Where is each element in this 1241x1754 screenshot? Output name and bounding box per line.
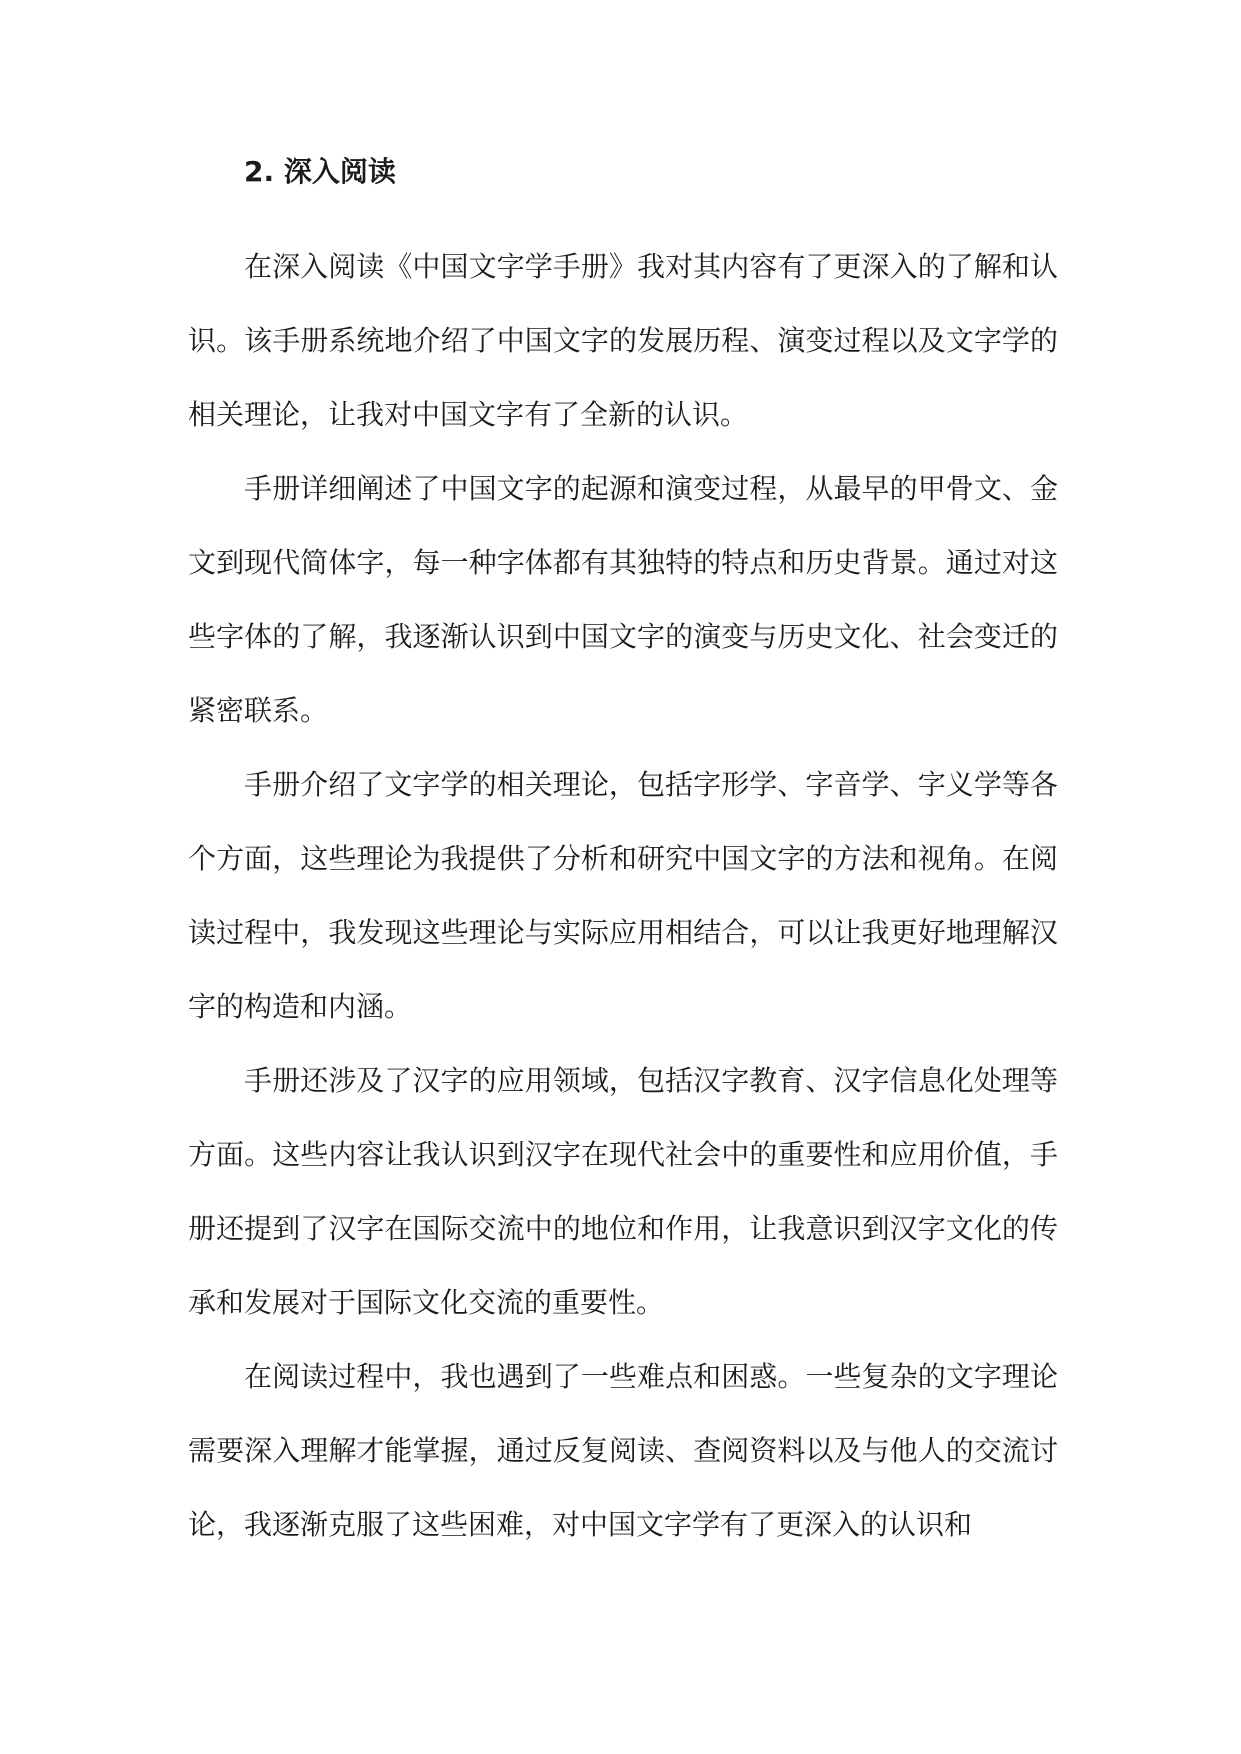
paragraph-3: 手册介绍了文字学的相关理论，包括字形学、字音学、字义学等各个方面，这些理论为我提供了分析和研究中国文字的方法和视角。在阅读过程中，我发现这些理论与实际应用相结合，可以让我更好地理解汉字的构造和内涵。 xyxy=(188,768,1058,1023)
paragraph-5: 在阅读过程中，我也遇到了一些难点和困惑。一些复杂的文字理论需要深入理解才能掌握，通过反复阅读、查阅资料以及与他人的交流讨论，我逐渐克服了这些困难，对中国文字学有了更深入的认识和 xyxy=(188,1360,1058,1541)
paragraph-1: 在深入阅读《中国文字学手册》我对其内容有了更深入的了解和认识。该手册系统地介绍了中国文字的发展历程、演变过程以及文字学的相关理论，让我对中国文字有了全新的认识。 xyxy=(188,250,1058,431)
paragraph-2: 手册详细阐述了中国文字的起源和演变过程，从最早的甲骨文、金文到现代简体字，每一种字体都有其独特的特点和历史背景。通过对这些字体的了解，我逐渐认识到中国文字的演变与历史文化、社会变迁的紧密联系。 xyxy=(188,472,1058,727)
paragraph-4: 手册还涉及了汉字的应用领域，包括汉字教育、汉字信息化处理等方面。这些内容让我认识到汉字在现代社会中的重要性和应用价值，手册还提到了汉字在国际交流中的地位和作用，让我意识到汉字文化的传承和发展对于国际文化交流的重要性。 xyxy=(188,1064,1058,1319)
document-body xyxy=(188,142,1058,1562)
heading-spacer xyxy=(188,202,1058,230)
section-heading: 2. 深入阅读 xyxy=(244,155,396,188)
